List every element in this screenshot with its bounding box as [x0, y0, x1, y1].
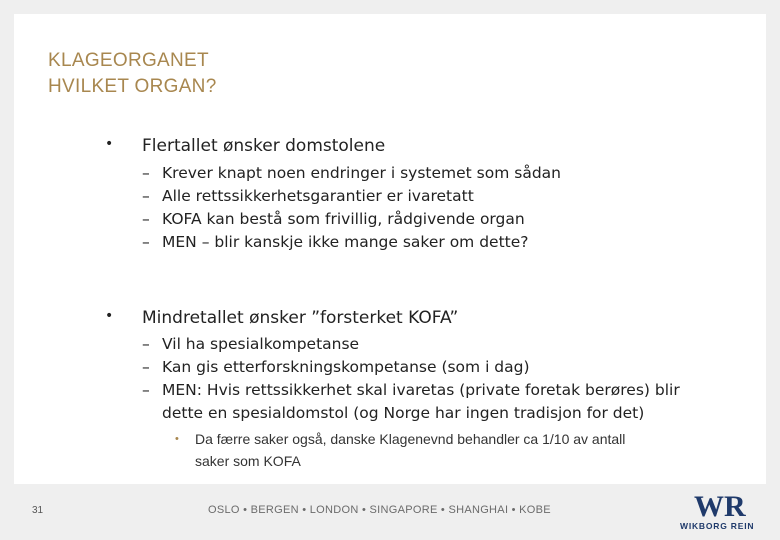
- subsub-text: saker som KOFA: [195, 453, 301, 469]
- bullet-1-text: Flertallet ønsker domstolene: [142, 136, 386, 156]
- bullet-1-sub-2: [142, 184, 474, 208]
- sub-text: MEN – blir kanskje ikke mange saker om dette?: [162, 233, 529, 251]
- dash-icon: –: [142, 381, 150, 399]
- slide-title: [48, 48, 217, 100]
- dash-icon: –: [142, 164, 150, 182]
- bullet-2-sub-1: [142, 332, 360, 356]
- bullet-1-sub-1: [142, 161, 561, 185]
- bullet-2-text: Mindretallet ønsker ”forsterket KOFA”: [142, 308, 459, 328]
- bullet-2-subsub-1: [175, 428, 626, 450]
- sub-text: Krever knapt noen endringer i systemet som sådan: [162, 164, 561, 182]
- sub-text: dette en spesialdomstol (og Norge har ingen tradisjon for det): [162, 404, 645, 422]
- dash-icon: –: [142, 358, 150, 376]
- sub-text: Alle rettssikkerhetsgarantier er ivaretatt: [162, 187, 474, 205]
- sub-text: KOFA kan bestå som frivillig, rådgivende organ: [162, 210, 525, 228]
- bullet-dot-icon: •: [175, 433, 179, 445]
- bullet-dot-icon: •: [105, 308, 114, 324]
- logo-text: WIKBORG REIN: [680, 521, 755, 531]
- bullet-2-sub-2: [142, 355, 530, 379]
- logo-mark: WR: [694, 490, 746, 523]
- page-number: 31: [32, 505, 44, 516]
- bullet-1: [105, 136, 386, 156]
- bullet-2-sub-3: [142, 378, 680, 402]
- dash-icon: –: [142, 335, 150, 353]
- bullet-2: [105, 308, 459, 328]
- footer-locations: OSLO • BERGEN • LONDON • SINGAPORE • SHANGHAI • KOBE: [208, 504, 551, 516]
- dash-icon: –: [142, 233, 150, 251]
- title-line-2: HVILKET ORGAN?: [48, 76, 217, 97]
- bullet-2-sub-3-cont: [162, 401, 644, 425]
- sub-text: Vil ha spesialkompetanse: [162, 335, 360, 353]
- bullet-2-subsub-1-cont: [195, 450, 301, 472]
- dash-icon: –: [142, 187, 150, 205]
- title-line-1: KLAGEORGANET: [48, 50, 209, 71]
- bullet-dot-icon: •: [105, 136, 114, 152]
- bullet-1-sub-3: [142, 207, 525, 231]
- bullet-1-sub-4: [142, 230, 529, 254]
- dash-icon: –: [142, 210, 150, 228]
- sub-text: MEN: Hvis rettssikkerhet skal ivaretas (private foretak berøres) blir: [162, 381, 680, 399]
- subsub-text: Da færre saker også, danske Klagenevnd behandler ca 1/10 av antall: [195, 431, 626, 447]
- sub-text: Kan gis etterforskningskompetanse (som i dag): [162, 358, 530, 376]
